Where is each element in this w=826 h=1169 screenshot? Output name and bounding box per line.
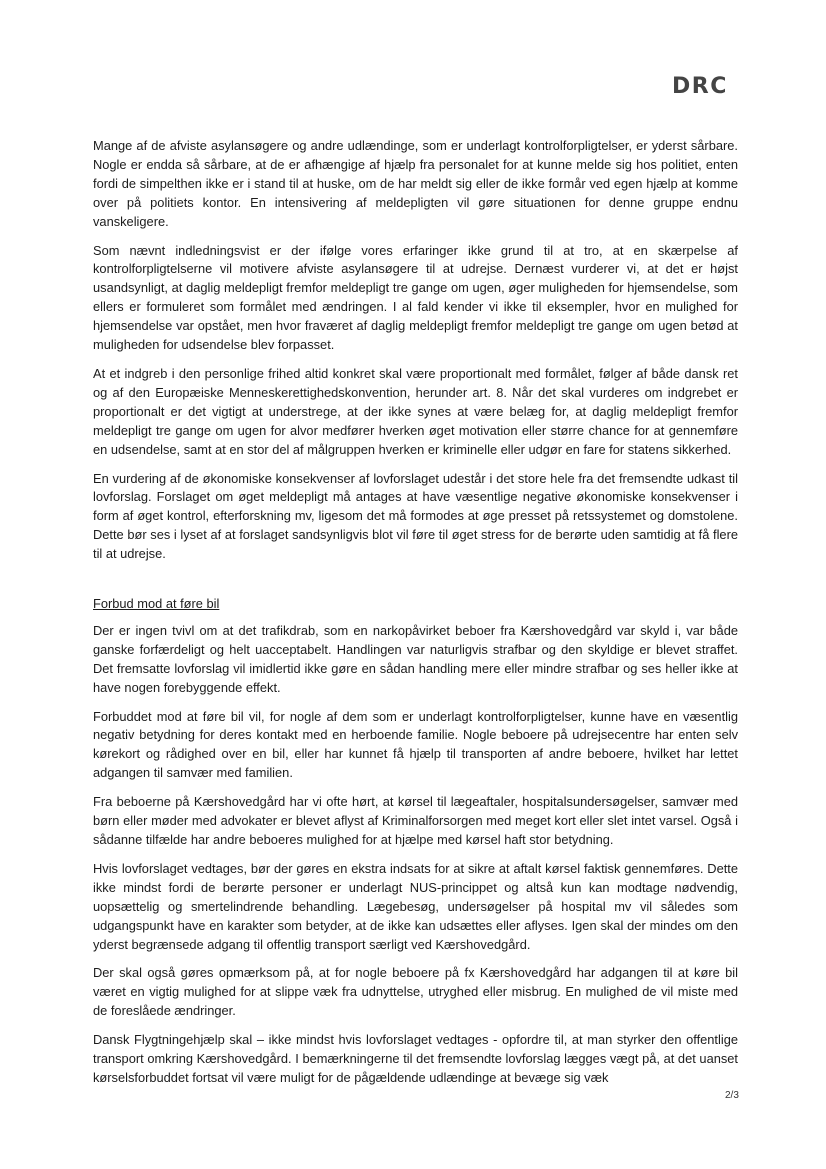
paragraph: Som nævnt indledningsvist er der ifølge vores erfaringer ikke grund til at tro, at en skærpelse af kontrolforpligtelserne vil motivere afviste asylansøgere til at udrejse. Dernæst vurderer vi, at det er højst usandsynligt, at daglig meldepligt fremfor meldepligt tre gange om ugen, øger muligheden for hjemsendelse, som ellers er formuleret som formålet med ændringen. I al fald kender vi ikke til eksempler, hvor en mulighed for hjemsendelse var opstået, men hvor fraværet af daglig meldepligt fremfor meldepligt tre gange om ugen betød at muligheden for udsendelse blev forpasset. xyxy=(93,242,738,353)
paragraph: Fra beboerne på Kærshovedgård har vi ofte hørt, at kørsel til lægeaftaler, hospitalsundersøgelser, samvær med børn eller møder med advokater er blevet aflyst af Kriminalforsorgen med meget kort eller slet intet varsel. Også i sådanne tilfælde har andre beboeres mulighed for at hjælpe med kørsel haft stor betydning. xyxy=(93,794,738,847)
paragraph: Hvis lovforslaget vedtages, bør der gøres en ekstra indsats for at sikre at aftalt kørsel faktisk gennemføres. Dette ikke mindst fordi de berørte personer er underlagt NUS-princippet og altså kun kan modtage nødvendig, uopsættelig og smertelindrende behandling. Lægebesøg, undersøgelser på hospital mv vil således som udgangspunkt have en karakter som betyder, at de ikke kan udsættes eller aflyses. Igen skal der mindes om den yderst begrænsede adgang til offentlig transport særligt ved Kærshovedgård. xyxy=(93,860,738,952)
paragraph: Der skal også gøres opmærksom på, at for nogle beboere på fx Kærshovedgård har adgangen til at køre bil været en vigtig mulighed for at slippe væk fra udnyttelse, utryghed eller misbrug. En mulighed de vil miste med de foreslåede ændringer. xyxy=(93,965,738,1019)
paragraph: Der er ingen tvivl om at det trafikdrab, som en narkopåvirket beboer fra Kærshovedgård var skyld i, var både ganske forfærdeligt og helt uacceptabelt. Handlingen var naturligvis strafbar og den skyldige er blevet straffet. Det fremsatte lovforslag vil imidlertid ikke gøre en sådan handling mere eller mindre strafbar og ses heller ikke at have nogen forebyggende effekt. xyxy=(93,622,738,695)
drc-logo: DRC xyxy=(672,74,728,99)
page-number: 2/3 xyxy=(725,1090,739,1101)
section-heading: Forbud mod at føre bil xyxy=(93,596,220,612)
paragraph: En vurdering af de økonomiske konsekvenser af lovforslaget udestår i det store hele fra det fremsendte udkast til lovforslag. Forslaget om øget meldepligt må antages at have væsentlige negative økonomiske konsekvenser i form af øget kontrol, efterforskning mv, ligesom det må formodes at øge presset på retssystemet og domstolene. Dette bør ses i lyset af at forslaget sandsynligvis blot vil føre til øget stress for de berørte uden samtidig at få flere til at udrejse. xyxy=(93,470,738,562)
paragraph: Mange af de afviste asylansøgere og andre udlændinge, som er underlagt kontrolforpligtelser, er yderst sårbare. Nogle er endda så sårbare, at de er afhængige af hjælp fra personalet for at kunne melde sig hos politiet, enten fordi de simpelthen ikke er i stand til at huske, om de har meldt sig eller de ikke formår ved egen hjælp at komme over på politiets kontor. En intensivering af meldepligten vil gøre situationen for denne gruppe endnu vanskeligere. xyxy=(93,138,738,229)
document-body xyxy=(93,137,738,1088)
paragraph: Forbuddet mod at føre bil vil, for nogle af dem som er underlagt kontrolforpligtelser, kunne have en væsentlig negativ betydning for deres kontakt med en herboende familie. Nogle beboere på udrejsecentre har enten selv kørekort og rådighed over en bil, eller har kunnet få hjælp til transporten af andre beboere, hvilket har lettet adgangen til samvær med familien. xyxy=(93,708,738,781)
paragraph: Dansk Flygtningehjælp skal – ikke mindst hvis lovforslaget vedtages - opfordre til, at man styrker den offentlige transport omkring Kærshovedgård. I bemærkningerne til det fremsendte lovforslag lægges vægt på, at det uanset kørselsforbuddet fortsat vil være muligt for de pågældende udlændinge at bevæge sig væk xyxy=(93,1032,738,1085)
paragraph: At et indgreb i den personlige frihed altid konkret skal være proportionalt med formålet, følger af både dansk ret og af den Europæiske Menneskerettighedskonvention, herunder art. 8. Når det skal vurderes om indgrebet er proportionalt er det vigtigt at understrege, at der ikke synes at være belæg for, at daglig meldepligt fremfor meldepligt tre gange om ugen for alvor medfører hverken øget motivation eller større chance for at gennemføre en udsendelse, samt at en stor del af målgruppen hverken er kriminelle eller udgør en fare for statens sikkerhed. xyxy=(93,365,738,457)
